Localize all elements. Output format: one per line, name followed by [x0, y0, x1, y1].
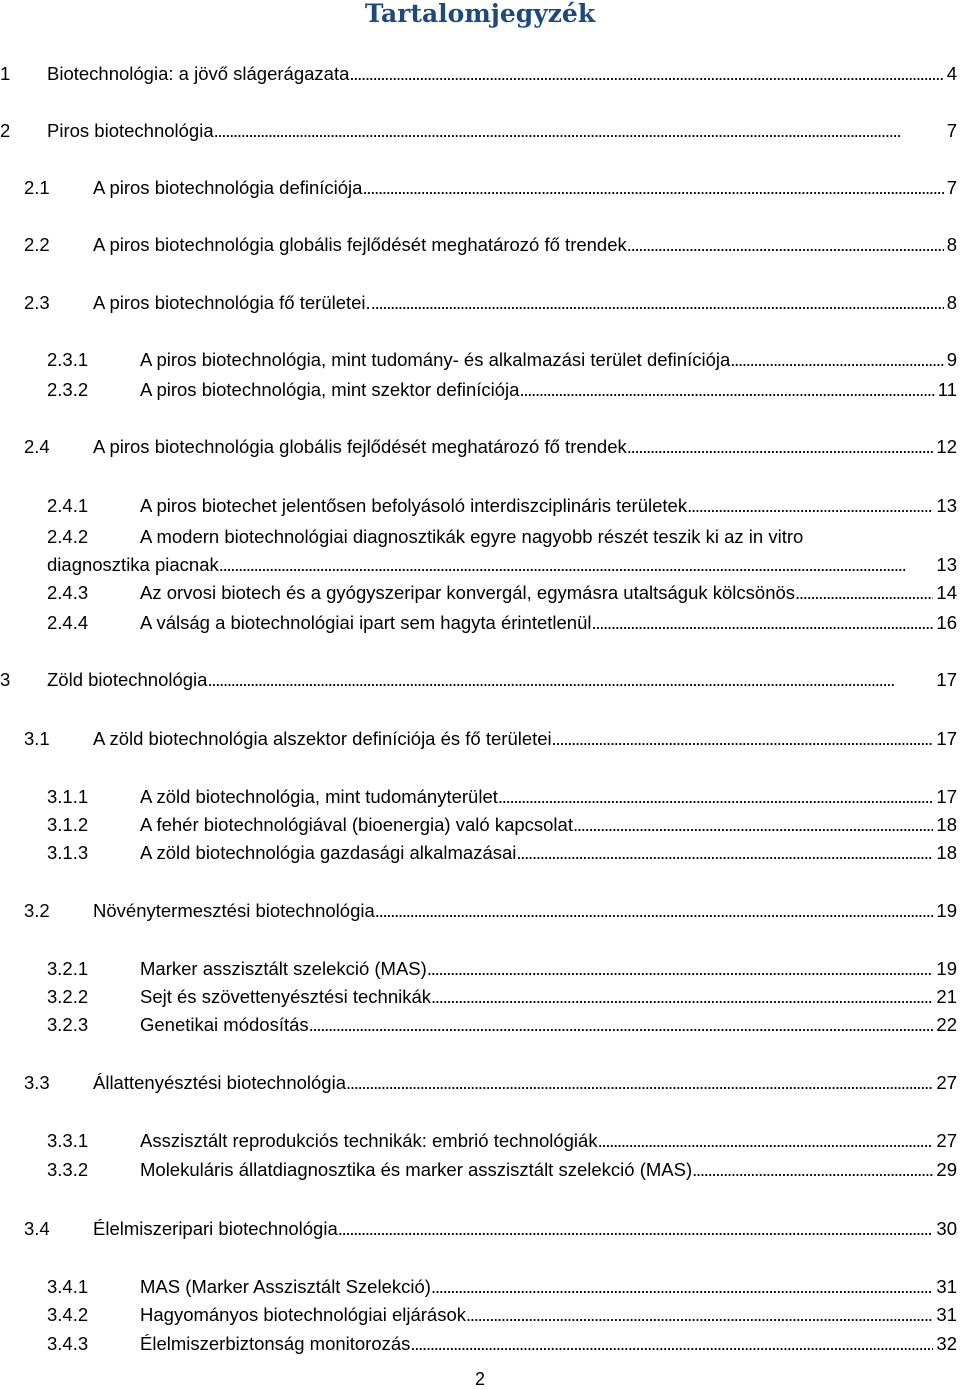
dot-leader	[214, 119, 944, 143]
toc-entry-page: 19	[936, 958, 957, 979]
dot-leader	[338, 1217, 934, 1241]
toc-entry-number: 3.4.3	[47, 1333, 89, 1354]
dot-leader	[687, 494, 933, 518]
toc-entry-line	[93, 1217, 957, 1241]
toc-entry-title: A piros biotechnológia, mint tudomány- és alkalmazási terület definíciója	[140, 349, 731, 370]
dot-leader	[516, 841, 933, 865]
toc-entry-title: A zöld biotechnológia, mint tudományterület	[140, 786, 498, 807]
toc-entry-page: 32	[936, 1333, 957, 1354]
toc-entry-page: 17	[936, 786, 957, 807]
toc-entry[interactable]	[0, 1217, 960, 1241]
toc-entry-number: 3.4	[24, 1218, 50, 1239]
toc-entry-title: Hagyományos biotechnológiai eljárások	[140, 1304, 466, 1325]
toc-entry-line	[93, 727, 957, 751]
toc-entry-title: Molekuláris állatdiagnosztika és marker asszisztált szelekció (MAS)	[140, 1159, 693, 1180]
toc-entry-title: A piros biotechnológia definíciója	[93, 177, 363, 198]
toc-entry-line	[47, 668, 957, 692]
dot-leader	[431, 985, 933, 1009]
toc-entry-number: 2.4.4	[47, 612, 89, 633]
dot-leader	[219, 553, 934, 577]
page-title: Tartalomjegyzék	[364, 0, 596, 28]
toc-entry-page: 31	[936, 1304, 957, 1325]
toc-entry-number: 2.4.3	[47, 582, 89, 603]
dot-leader	[552, 727, 934, 751]
toc-entry-page: 9	[946, 349, 957, 370]
toc-entry[interactable]	[0, 348, 960, 372]
toc-entry-title: A piros biotechnológia fő területei.	[93, 292, 371, 313]
toc-entry-line	[140, 1158, 957, 1182]
toc-entry-number: 3.2.2	[47, 986, 89, 1007]
toc-entry[interactable]	[0, 668, 960, 692]
toc-entry-title: Genetikai módosítás	[140, 1014, 309, 1035]
dot-leader	[730, 348, 943, 372]
toc-entry-line	[140, 348, 957, 372]
toc-entry-number: 3.1.2	[47, 814, 89, 835]
toc-entry-line	[140, 985, 957, 1009]
toc-entry-title: A modern biotechnológiai diagnosztikák egyre nagyobb részét teszik ki az in vitro	[140, 526, 804, 547]
toc-entry-line	[47, 553, 957, 577]
toc-entry[interactable]	[0, 611, 960, 635]
toc-entry[interactable]	[0, 176, 960, 200]
toc-entry-page: 17	[936, 669, 957, 690]
toc-entry-number: 3.3.1	[47, 1130, 89, 1151]
toc-entry-line	[140, 813, 957, 837]
toc-entry-line	[140, 785, 957, 809]
toc-entry-title: A zöld biotechnológia gazdasági alkalmazásai	[140, 842, 517, 863]
toc-entry-title: Biotechnológia: a jövő slágerágazata	[47, 63, 350, 84]
dot-leader	[410, 1332, 933, 1356]
toc-entry[interactable]	[0, 581, 960, 605]
toc-entry-page: 8	[946, 292, 957, 313]
toc-entry[interactable]	[0, 62, 960, 86]
toc-entry-line	[140, 494, 957, 518]
toc-entry-title: Marker asszisztált szelekció (MAS)	[140, 958, 427, 979]
toc-entry-number: 2.4.1	[47, 495, 89, 516]
toc-entry-title: Élelmiszerbiztonság monitorozás	[140, 1333, 411, 1354]
toc-entry-page: 7	[946, 120, 957, 141]
toc-entry-page: 4	[946, 63, 957, 84]
toc-entry-line	[47, 119, 957, 143]
toc-entry-line	[47, 62, 957, 86]
toc-entry-line	[140, 1303, 957, 1327]
toc-entry-number: 2.3.1	[47, 349, 89, 370]
dot-leader	[573, 813, 933, 837]
toc-entry-line	[93, 1071, 957, 1095]
dot-leader	[466, 1303, 933, 1327]
toc-entry-page: 21	[936, 986, 957, 1007]
dot-leader	[309, 1013, 934, 1037]
toc-entry-number: 3.1	[24, 728, 50, 749]
toc-entry-title: A fehér biotechnológiával (bioenergia) való kapcsolat	[140, 814, 573, 835]
toc-entry-line	[93, 176, 957, 200]
toc-entry-number: 2.4	[24, 436, 50, 457]
dot-leader	[598, 1129, 934, 1153]
toc-entry[interactable]	[0, 1071, 960, 1095]
toc-entry-page: 22	[936, 1014, 957, 1035]
toc-entry-page: 11	[937, 379, 957, 400]
dot-leader	[371, 291, 944, 315]
toc-entry-number: 3.2.3	[47, 1014, 89, 1035]
toc-entry-number: 3.3.2	[47, 1159, 89, 1180]
toc-entry-number: 3.1.1	[47, 786, 89, 807]
dot-leader	[346, 1071, 933, 1095]
toc-entry[interactable]	[0, 233, 960, 257]
toc-entry-line	[93, 899, 957, 923]
dot-leader	[627, 435, 934, 459]
toc-entry-line	[140, 841, 957, 865]
toc-entry-title: A piros biotechnológia globális fejlődését meghatározó fő trendek	[93, 436, 627, 457]
toc-entry-page: 18	[936, 814, 957, 835]
toc-entry-number: 3	[0, 669, 11, 690]
toc-entry[interactable]	[0, 813, 960, 837]
toc-entry-title: Asszisztált reprodukciós technikák: embrió technológiák	[140, 1130, 598, 1151]
dot-leader	[427, 957, 934, 981]
page-number: 2	[474, 1369, 485, 1389]
toc-entry-page: 13	[936, 495, 957, 516]
toc-entry-page: 14	[936, 582, 957, 603]
dot-leader	[349, 62, 943, 86]
dot-leader	[519, 378, 934, 402]
toc-entry[interactable]	[0, 1129, 960, 1153]
dot-leader	[375, 899, 934, 923]
dot-leader	[207, 668, 933, 692]
toc-entry[interactable]	[0, 1275, 960, 1299]
dot-leader	[591, 611, 933, 635]
dot-leader	[498, 785, 934, 809]
toc-entry-title: Zöld biotechnológia	[47, 669, 208, 690]
toc-entry[interactable]	[0, 291, 960, 315]
toc-entry[interactable]	[0, 1303, 960, 1327]
toc-entry-page: 12	[936, 436, 957, 457]
toc-entry-line	[140, 957, 957, 981]
toc-entry-number: 2.3.2	[47, 379, 89, 400]
toc-entry-page: 16	[936, 612, 957, 633]
toc-entry-number: 1	[0, 63, 11, 84]
dot-leader	[431, 1275, 933, 1299]
toc-entry-line	[140, 581, 957, 605]
toc-entry-title: A piros biotechet jelentősen befolyásoló interdiszciplináris területek	[140, 495, 688, 516]
toc-entry-page: 13	[936, 554, 957, 575]
toc-entry-title: A piros biotechnológia globális fejlődését meghatározó fő trendek	[93, 234, 627, 255]
toc-entry[interactable]	[0, 119, 960, 143]
toc-entry-number: 3.4.2	[47, 1304, 89, 1325]
toc-entry-page: 8	[946, 234, 957, 255]
toc-entry-title: Sejt és szövettenyésztési technikák	[140, 986, 432, 1007]
dot-leader	[692, 1158, 933, 1182]
toc-entry-page: 30	[936, 1218, 957, 1239]
toc-entry-line	[140, 1275, 957, 1299]
toc-entry-number: 2.2	[24, 234, 50, 255]
toc-entry-title: Állattenyésztési biotechnológia	[93, 1072, 346, 1093]
toc-entry-line	[140, 378, 957, 402]
toc-entry[interactable]	[0, 785, 960, 809]
toc-entry-line	[140, 611, 957, 635]
toc-entry-number: 2.3	[24, 292, 50, 313]
toc-entry-page: 27	[936, 1072, 957, 1093]
toc-entry-continuation[interactable]	[0, 553, 960, 577]
dot-leader	[627, 233, 944, 257]
toc-entry[interactable]	[0, 899, 960, 923]
toc-entry-number: 3.4.1	[47, 1276, 89, 1297]
toc-entry-number: 2.4.2	[47, 526, 89, 547]
toc-entry[interactable]	[0, 1013, 960, 1037]
toc-entry-title: Piros biotechnológia	[47, 120, 214, 141]
toc-entry[interactable]	[0, 841, 960, 865]
toc-entry-number: 3.2.1	[47, 958, 89, 979]
toc-entry-number: 3.1.3	[47, 842, 89, 863]
toc-entry[interactable]	[0, 494, 960, 518]
toc-entry-page: 18	[936, 842, 957, 863]
toc-entry-title: MAS (Marker Asszisztált Szelekció)	[140, 1276, 431, 1297]
toc-entry-page: 27	[936, 1130, 957, 1151]
toc-entry-line	[93, 233, 957, 257]
dot-leader	[362, 176, 943, 200]
toc-entry-title-continuation: diagnosztika piacnak	[47, 554, 219, 575]
toc-entry-title: A válság a biotechnológiai ipart sem hagyta érintetlenül	[140, 612, 592, 633]
toc-entry-page: 7	[946, 177, 957, 198]
toc-entry[interactable]	[0, 1158, 960, 1182]
toc-entry-title: Élelmiszeripari biotechnológia	[93, 1218, 338, 1239]
dot-leader	[795, 581, 933, 605]
toc-entry-number: 2	[0, 120, 11, 141]
toc-entry-title: A zöld biotechnológia alszektor definíciója és fő területei	[93, 728, 552, 749]
toc-entry-line	[140, 1332, 957, 1356]
toc-entry-page: 19	[936, 900, 957, 921]
toc-entry[interactable]	[0, 985, 960, 1009]
toc-entry[interactable]	[0, 525, 960, 549]
toc-entry-page: 31	[936, 1276, 957, 1297]
toc-entry-line	[93, 291, 957, 315]
toc-entry[interactable]	[0, 957, 960, 981]
toc-entry-number: 2.1	[24, 177, 50, 198]
toc-entry-number: 3.2	[24, 900, 50, 921]
toc-entry[interactable]	[0, 435, 960, 459]
toc-entry-line	[93, 435, 957, 459]
toc-entry-title: A piros biotechnológia, mint szektor definíciója	[140, 379, 520, 400]
toc-entry[interactable]	[0, 727, 960, 751]
toc-entry-line	[140, 1129, 957, 1153]
toc-entry[interactable]	[0, 1332, 960, 1356]
toc-entry-page: 29	[936, 1159, 957, 1180]
toc-entry-page: 17	[936, 728, 957, 749]
toc-entry[interactable]	[0, 378, 960, 402]
toc-entry-number: 3.3	[24, 1072, 50, 1093]
toc-entry-line	[140, 1013, 957, 1037]
toc-entry-title: Az orvosi biotech és a gyógyszeripar konvergál, egymásra utaltságuk kölcsönös	[140, 582, 796, 603]
toc-entry-title: Növénytermesztési biotechnológia	[93, 900, 375, 921]
